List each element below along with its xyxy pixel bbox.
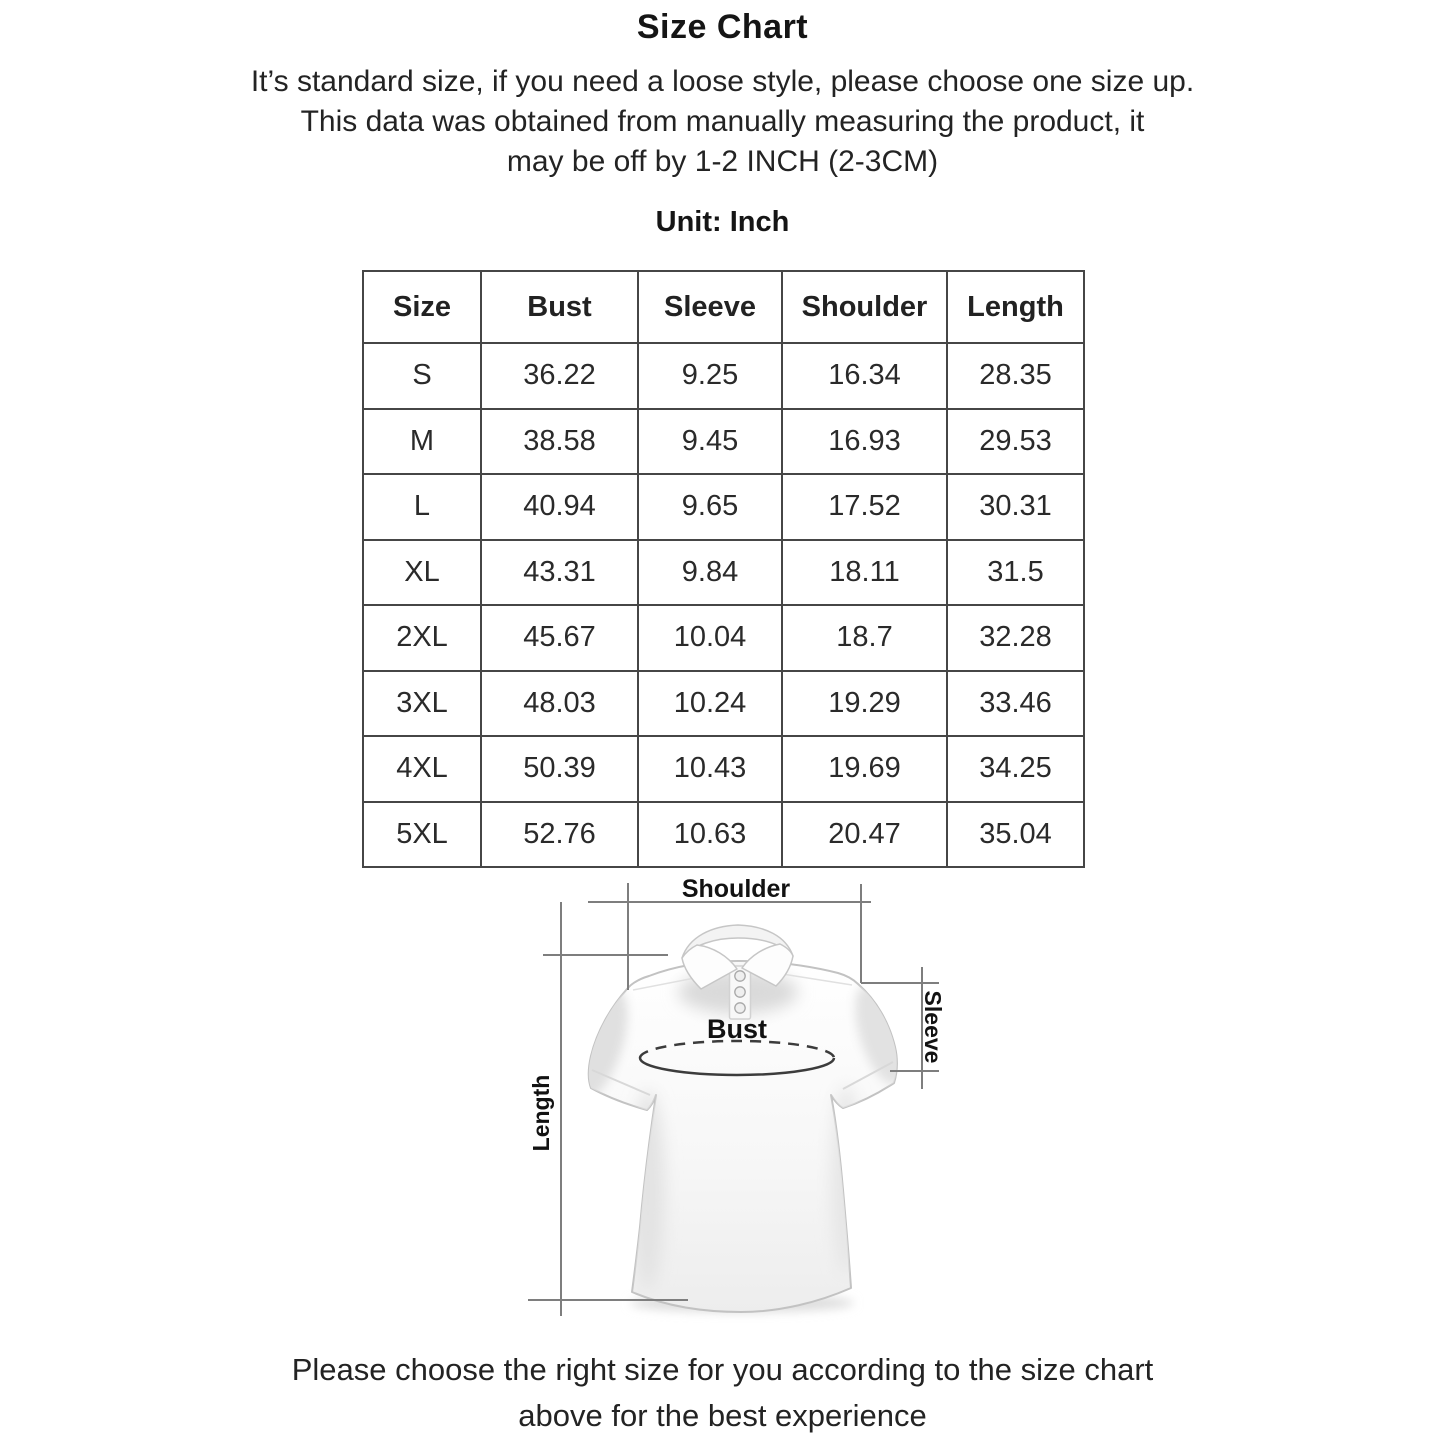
table-header-row xyxy=(363,271,1084,343)
button-icon xyxy=(735,1003,745,1013)
table-cell: 5XL xyxy=(363,802,481,868)
table-cell: 9.65 xyxy=(638,474,782,540)
table-cell: 17.52 xyxy=(782,474,947,540)
table-cell: 16.34 xyxy=(782,343,947,409)
table-cell: S xyxy=(363,343,481,409)
footer-line-2: above for the best experience xyxy=(518,1398,927,1433)
table-cell: 40.94 xyxy=(481,474,638,540)
table-cell: 28.35 xyxy=(947,343,1084,409)
table-cell: XL xyxy=(363,540,481,606)
col-header-size: Size xyxy=(363,271,481,343)
table-cell: L xyxy=(363,474,481,540)
shade-right-side xyxy=(831,1085,861,1275)
table-cell: 16.93 xyxy=(782,409,947,475)
table-cell: 36.22 xyxy=(481,343,638,409)
table-cell: 31.5 xyxy=(947,540,1084,606)
sleeve-label: Sleeve xyxy=(920,990,946,1064)
shoulder-label: Shoulder xyxy=(681,875,791,903)
table-cell: 48.03 xyxy=(481,671,638,737)
table-cell: 38.58 xyxy=(481,409,638,475)
table-cell: 10.63 xyxy=(638,802,782,868)
button-icon xyxy=(735,987,745,997)
table-cell: 9.45 xyxy=(638,409,782,475)
subtitle-line-2: This data was obtained from manually measuring the product, it xyxy=(300,105,1145,138)
table-cell: 43.31 xyxy=(481,540,638,606)
table-row xyxy=(363,409,1084,475)
col-header-sleeve: Sleeve xyxy=(638,271,782,343)
table-body xyxy=(363,343,1084,867)
table-cell: 19.29 xyxy=(782,671,947,737)
table-row xyxy=(363,736,1084,802)
page-title: Size Chart xyxy=(636,8,809,46)
table-cell: 29.53 xyxy=(947,409,1084,475)
table-cell: 10.04 xyxy=(638,605,782,671)
subtitle-line-1: It’s standard size, if you need a loose style, please choose one size up. xyxy=(250,65,1195,98)
length-label: Length xyxy=(528,1074,554,1152)
table-cell: 2XL xyxy=(363,605,481,671)
table-cell: 18.7 xyxy=(782,605,947,671)
table-cell: 35.04 xyxy=(947,802,1084,868)
bust-label: Bust xyxy=(707,1014,767,1044)
table-cell: M xyxy=(363,409,481,475)
measurement-diagram xyxy=(495,868,970,1330)
table-cell: 10.24 xyxy=(638,671,782,737)
table-cell: 32.28 xyxy=(947,605,1084,671)
table-cell: 45.67 xyxy=(481,605,638,671)
subtitle-line-3: may be off by 1-2 INCH (2-3CM) xyxy=(506,145,939,178)
table-cell: 4XL xyxy=(363,736,481,802)
table-cell: 52.76 xyxy=(481,802,638,868)
table-cell: 9.84 xyxy=(638,540,782,606)
size-table xyxy=(362,270,1085,868)
table-row xyxy=(363,802,1084,868)
table-cell: 20.47 xyxy=(782,802,947,868)
table-cell: 18.11 xyxy=(782,540,947,606)
table-row xyxy=(363,540,1084,606)
table-cell: 30.31 xyxy=(947,474,1084,540)
unit-label: Unit: Inch xyxy=(655,206,790,238)
table-row xyxy=(363,671,1084,737)
subtitle xyxy=(0,62,1445,182)
col-header-bust: Bust xyxy=(481,271,638,343)
table-cell: 50.39 xyxy=(481,736,638,802)
table-cell: 19.69 xyxy=(782,736,947,802)
col-header-shoulder: Shoulder xyxy=(782,271,947,343)
col-header-length: Length xyxy=(947,271,1084,343)
table-cell: 34.25 xyxy=(947,736,1084,802)
table-cell: 33.46 xyxy=(947,671,1084,737)
table-cell: 3XL xyxy=(363,671,481,737)
footer-line-1: Please choose the right size for you according to the size chart xyxy=(291,1352,1154,1387)
footer-note xyxy=(0,1347,1445,1439)
table-row xyxy=(363,474,1084,540)
table-cell: 9.25 xyxy=(638,343,782,409)
table-row xyxy=(363,605,1084,671)
table-cell: 10.43 xyxy=(638,736,782,802)
table-row xyxy=(363,343,1084,409)
button-icon xyxy=(735,971,745,981)
